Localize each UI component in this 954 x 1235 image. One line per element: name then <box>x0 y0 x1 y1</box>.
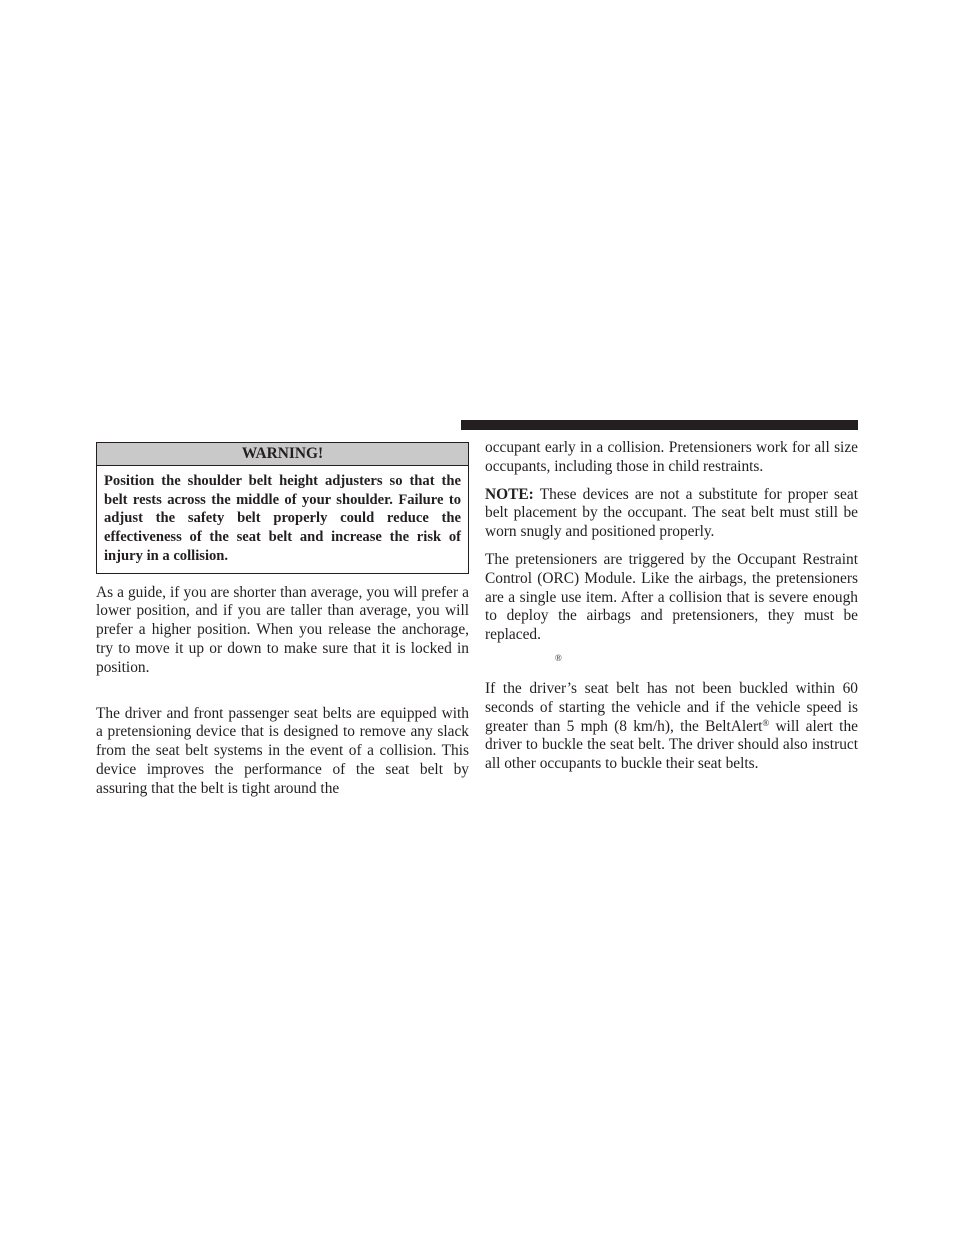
beltalert-paragraph <box>485 680 858 774</box>
beltalert-heading <box>485 645 858 680</box>
warning-title: WARNING! <box>97 443 468 466</box>
beltalert-registered-mark: ® <box>762 717 770 728</box>
right-column <box>485 439 858 774</box>
note-text: These devices are not a substitute for proper seat belt placement by the occupant. The seat belt must still be worn snugly and positioned properly. <box>485 485 858 541</box>
note-label: NOTE: <box>485 485 534 503</box>
trigger-paragraph: The pretensioners are triggered by the Occupant Restraint Control (ORC) Module. Like the airbags, the pretensioners are a single use item. After a collision that is severe enough to deploy the airbags and pretensioners, they must be replaced. <box>485 550 858 644</box>
warning-text: Position the shoulder belt height adjusters so that the belt rests across the middle of your shoulder. Failure to adjust the safety belt properly could reduce the effectiveness of the seat belt and increase the risk of injury in a collision. <box>104 473 461 564</box>
pretensioner-continued-paragraph: occupant early in a collision. Pretensioners work for all size occupants, including those in child restraints. <box>485 439 858 475</box>
note-paragraph <box>485 486 858 542</box>
warning-box <box>96 442 469 574</box>
pretensioner-paragraph: The driver and front passenger seat belts are equipped with a pretensioning device that is designed to remove any slack from the seat belt systems in the event of a collision. This device improves the performance of the seat belt by assuring that the belt is tight around the <box>96 704 469 797</box>
beltalert-text-1: If the driver’s seat belt has not been buckled within 60 seconds of starting the vehicle and if the vehicle speed is greater than 5 mph (8 km/h), the BeltAlert <box>485 679 858 735</box>
registered-mark: ® <box>555 652 562 663</box>
section-rule <box>461 420 858 430</box>
beltalert-text-2: will alert the driver to buckle the seat belt. The driver should also instruct all other occupants to buckle their seat belts. <box>485 717 858 773</box>
guide-paragraph: As a guide, if you are shorter than average, you will prefer a lower position, and if you are taller than average, you will prefer a higher position. When you release the anchorage, try to move it up or down to make sure that it is locked in position. <box>96 583 469 676</box>
pretensioner-heading-space <box>96 678 469 705</box>
left-column <box>96 442 469 798</box>
